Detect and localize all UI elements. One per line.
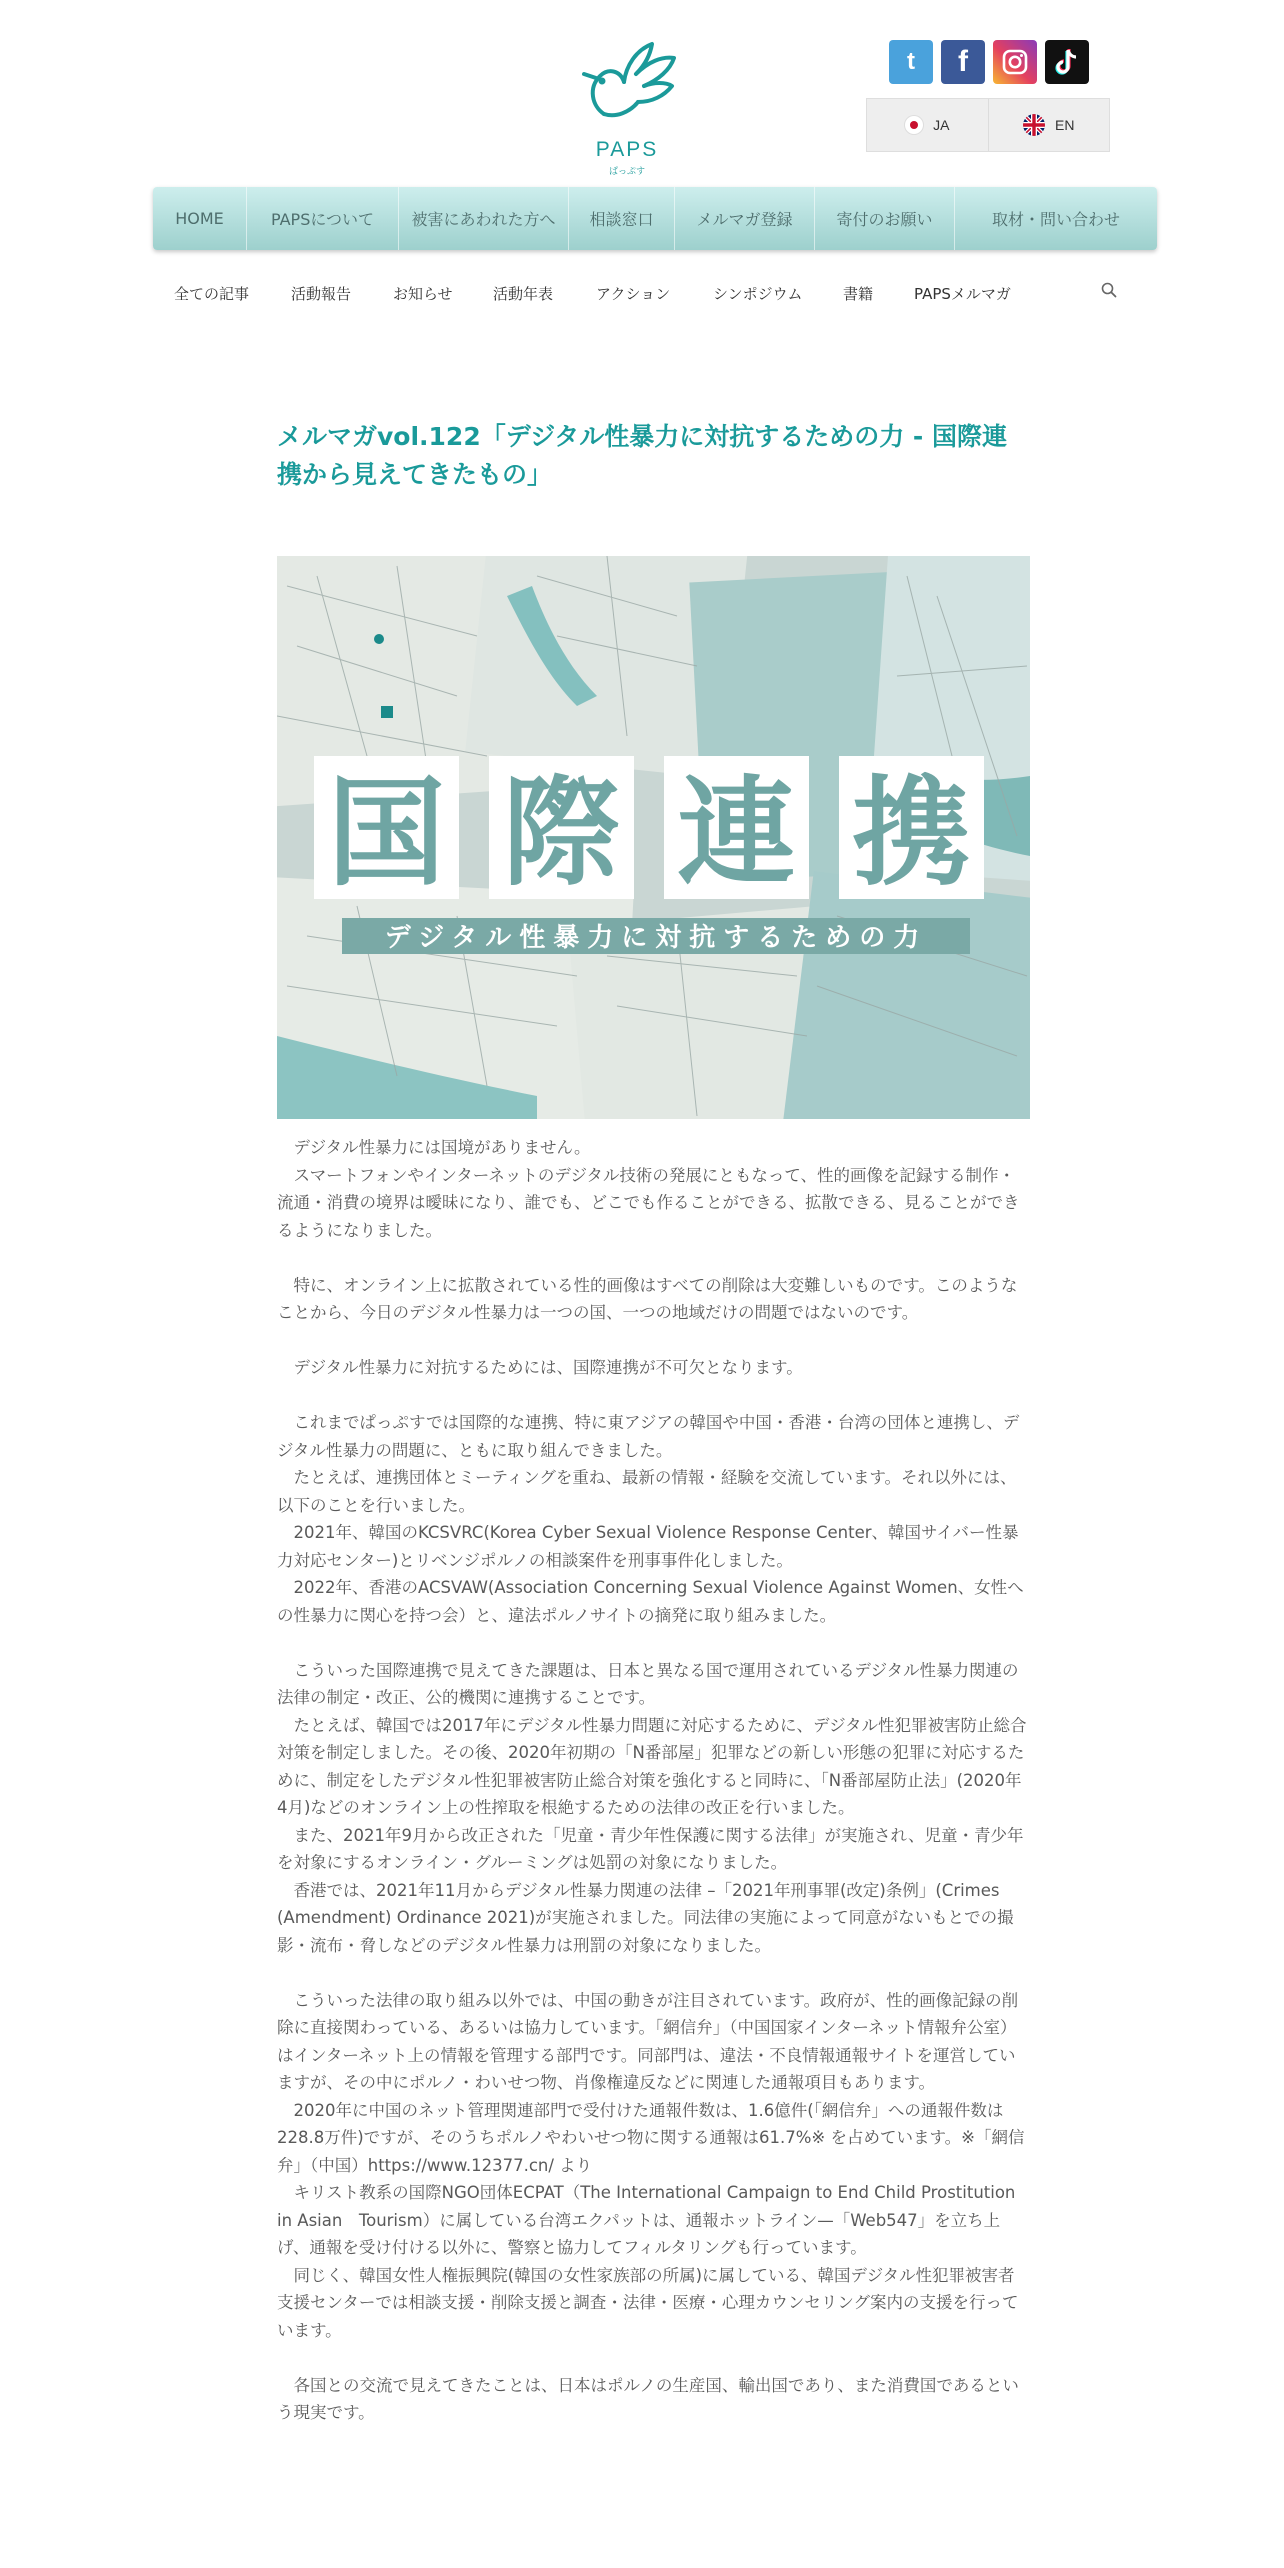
language-switcher	[866, 98, 1110, 152]
hero-char-2: 際	[502, 764, 621, 902]
article-paragraph: 各国との交流で見えてきたことは、日本はポルノの生産国、輸出国であり、また消費国であるという現実です。	[277, 2375, 1019, 2422]
paragraph-spacer	[277, 1382, 1030, 1410]
tiktok-glyph	[1053, 47, 1081, 77]
paragraph-spacer	[277, 2344, 1030, 2372]
article-paragraph: こういった国際連携で見えてきた課題は、日本と異なる国で運用されているデジタル性暴力関連の法律の制定・改正、公的機関に連携することです。	[277, 1660, 1019, 1707]
category-paps-newsletter[interactable]: PAPSメルマガ	[914, 284, 1011, 303]
logo-text: PAPS	[595, 138, 659, 161]
hero-char-3: 連	[677, 764, 796, 902]
dove-logo-icon	[574, 36, 680, 136]
article-paragraph: たとえば、韓国では2017年にデジタル性暴力問題に対応するために、デジタル性犯罪被害防止総合対策を制定しました。その後、2020年初期の「N番部屋」犯罪などの新しい形態の犯罪に対応するために、制定をしたデジタル性犯罪被害防止総合対策を強化すると同時に、「N番部屋防止法」(2020年4月)などのオンライン上の性搾取を根絶するための法律の改正を行いました。	[277, 1715, 1027, 1817]
nav-contact[interactable]: 取材・問い合わせ	[991, 210, 1120, 229]
article-title: メルマガvol.122「デジタル性暴力に対抗するための力 - 国際連携から見えてきたもの」	[277, 422, 1008, 489]
instagram-icon[interactable]	[993, 40, 1037, 84]
article-paragraph: また、2021年9月から改正された「児童・青少年性保護に関する法律」が実施され、児童・青少年を対象にするオンライン・グルーミングは処罰の対象になりました。	[277, 1825, 1024, 1872]
category-news[interactable]: お知らせ	[393, 284, 453, 303]
nav-victims[interactable]: 被害にあわれた方へ	[399, 187, 569, 250]
category-books[interactable]: 書籍	[843, 284, 874, 303]
article-paragraph: 2021年、韓国のKCSVRC(Korea Cyber Sexual Violence Response Center、韓国サイバー性暴力対応センター)とリベンジポルノの相談案件を刑事事件化しました。	[277, 1523, 1019, 1570]
paragraph-spacer	[277, 1244, 1030, 1272]
nav-newsletter-signup[interactable]: メルマガ登録	[675, 187, 815, 250]
blog-category-bar	[174, 278, 1114, 308]
map-background-graphic	[277, 556, 1030, 1119]
instagram-glyph	[1000, 47, 1030, 77]
uk-flag-icon	[1023, 114, 1045, 136]
main-nav	[153, 187, 1157, 250]
article-paragraph: こういった法律の取り組み以外では、中国の動きが注目されています。政府が、性的画像記録の削除に直接関わっている、あるいは協力しています。「網信弁」（中国国家インターネット情報弁公室）はインターネット上の情報を管理する部門です。同部門は、違法・不良情報通報サイトを運営していますが、その中にポルノ・わいせつ物、肖像権違反などに関連した通報項目もあります。	[277, 1990, 1019, 2092]
paps-logo[interactable]	[574, 36, 680, 176]
language-en-option[interactable]	[988, 99, 1110, 151]
language-ja-option[interactable]	[867, 99, 988, 151]
twitter-icon[interactable]: t	[889, 40, 933, 84]
paragraph-spacer	[277, 1629, 1030, 1657]
japan-flag-icon	[905, 116, 923, 134]
logo-subtext: ぱっぷす	[608, 167, 645, 177]
language-ja-label: JA	[933, 117, 950, 133]
nav-donation[interactable]: 寄付のお願い	[815, 187, 955, 250]
article-paragraph: 2022年、香港のACSVAW(Association Concerning Sexual Violence Against Women、女性への性暴力に関心を持つ会）と、違法ポルノサイトの摘発に取り組みました。	[277, 1578, 1024, 1625]
facebook-icon[interactable]: f	[941, 40, 985, 84]
article-paragraph: たとえば、連携団体とミーティングを重ね、最新の情報・経験を交流しています。それ以外には、以下のことを行いました。	[277, 1468, 1017, 1515]
hero-image	[277, 556, 1030, 1119]
article-paragraph: デジタル性暴力に対抗するためには、国際連携が不可欠となります。	[277, 1358, 803, 1377]
tiktok-icon[interactable]	[1045, 40, 1089, 84]
social-bar	[889, 40, 1089, 84]
article-paragraph: 特に、オンライン上に拡散されている性的画像はすべての削除は大変難しいものです。このようなことから、今日のデジタル性暴力は一つの国、一つの地域だけの問題ではないのです。	[277, 1275, 1018, 1322]
hero-char-4: 携	[852, 764, 971, 902]
nav-about[interactable]: PAPSについて	[247, 187, 399, 250]
article-body	[277, 1134, 1030, 2427]
language-en-label: EN	[1055, 117, 1075, 133]
article-paragraph: デジタル性暴力には国境がありません。	[277, 1138, 591, 1157]
paragraph-spacer	[277, 1327, 1030, 1355]
nav-consultation[interactable]: 相談窓口	[569, 187, 675, 250]
article-paragraph: 香港では、2021年11月からデジタル性暴力関連の法律 –「2021年刑事罪(改定)条例」(Crimes (Amendment) Ordinance 2021)が実施されました。同法律の実施によって同意がないもとでの撮影・流布・脅しなどのデジタル性暴力は刑罰の対象になりました。	[277, 1880, 1014, 1955]
category-all[interactable]: 全ての記事	[174, 284, 250, 303]
article-paragraph: 同じく、韓国女性人権振興院(韓国の女性家族部の所属)に属している、韓国デジタル性犯罪被害者支援センターでは相談支援・削除支援と調査・法律・医療・心理カウンセリング案内の支援を行っています。	[277, 2265, 1019, 2340]
article-paragraph: キリスト教系の国際NGO団体ECPAT（The International Campaign to End Child Prostitution in Asian Tourism）に属している台湾エクパットは、通報ホットライン—「Web547」を立ち上げ、通報を受け付ける以外に、警察と協力してフィルタリングも行っています。	[277, 2183, 1016, 2257]
hero-char-1: 国	[327, 764, 446, 902]
hero-subtitle: デジタル性暴力に対抗するための力	[384, 923, 928, 953]
article-paragraph: 2020年に中国のネット管理関連部門で受付けた通報件数は、1.6億件(「網信弁」への通報件数は228.8万件)ですが、そのうちポルノやわいせつ物に関する通報は61.7%※ を占めています。※「網信弁」（中国）https://www.12377.cn/ より	[277, 2100, 1025, 2175]
category-action[interactable]: アクション	[596, 284, 671, 303]
search-icon[interactable]	[1100, 281, 1118, 299]
paragraph-spacer	[277, 1959, 1030, 1987]
category-timeline[interactable]: 活動年表	[493, 284, 554, 303]
category-activity-report[interactable]: 活動報告	[291, 284, 352, 303]
nav-home[interactable]: HOME	[153, 187, 247, 250]
category-symposium[interactable]: シンポジウム	[713, 284, 803, 303]
article-paragraph: スマートフォンやインターネットのデジタル技術の発展にともなって、性的画像を記録する制作・流通・消費の境界は曖昧になり、誰でも、どこでも作ることができる、拡散できる、見ることができるようになりました。	[277, 1165, 1020, 1240]
article-paragraph: これまでぱっぷすでは国際的な連携、特に東アジアの韓国や中国・香港・台湾の団体と連携し、デジタル性暴力の問題に、ともに取り組んできました。	[277, 1413, 1020, 1460]
